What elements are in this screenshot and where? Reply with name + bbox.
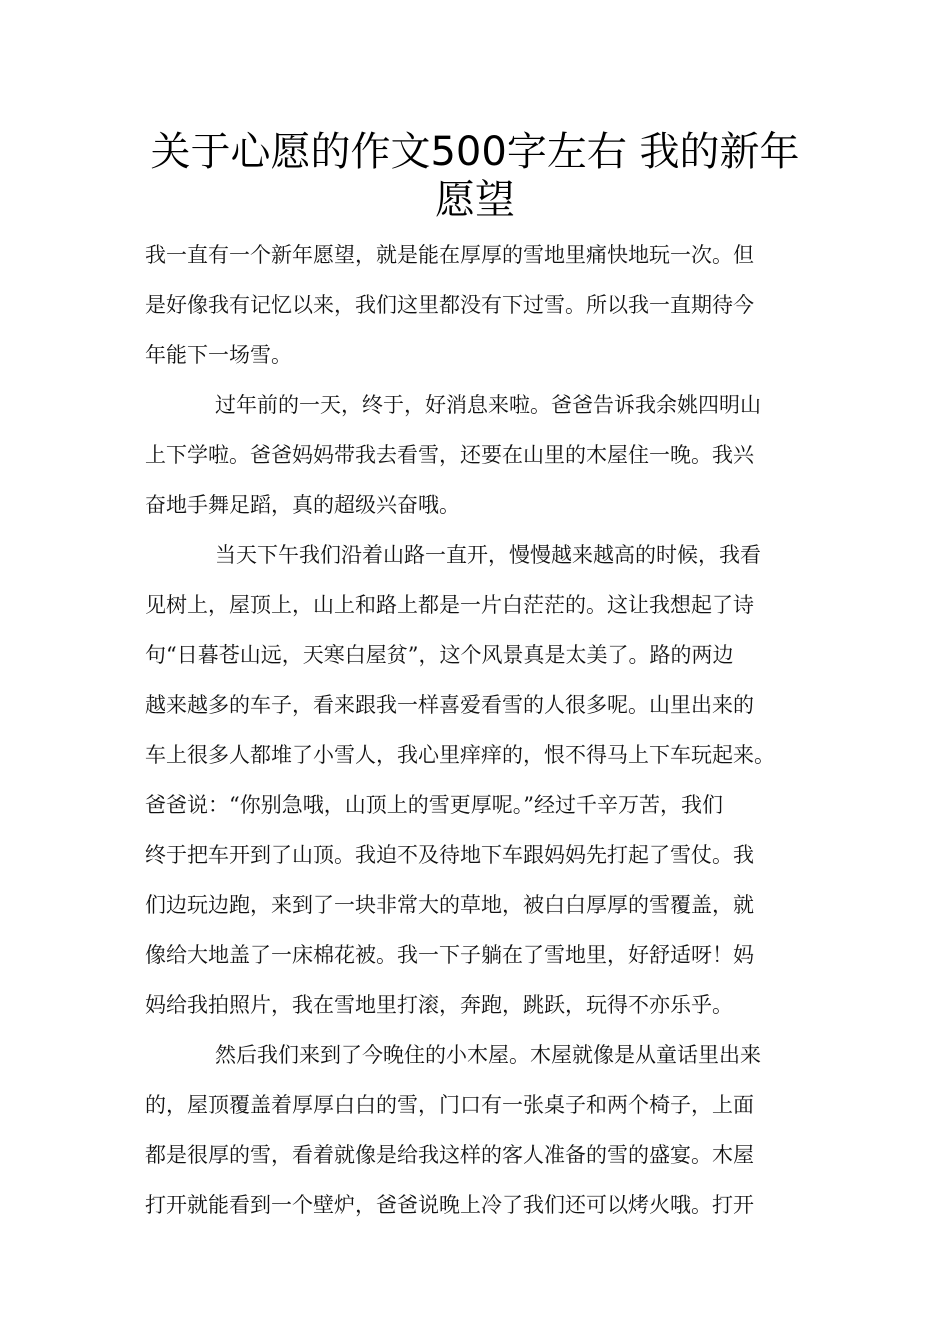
text-line: 句“日暮苍山远，天寒白屋贫”，这个风景真是太美了。路的两边	[145, 643, 734, 667]
text-line: 爸爸说：“你别急哦，山顶上的雪更厚呢。”经过千辛万苦，我们	[145, 793, 723, 817]
text-line: 们边玩边跑，来到了一块非常大的草地，被白白厚厚的雪覆盖，就	[145, 893, 754, 917]
text-line: 妈给我拍照片，我在雪地里打滚，奔跑，跳跃，玩得不亦乐乎。	[145, 993, 733, 1017]
text-line: 过年前的一天，终于，好消息来啦。爸爸告诉我余姚四明山	[215, 393, 761, 417]
text-line: 终于把车开到了山顶。我迫不及待地下车跟妈妈先打起了雪仗。我	[145, 843, 754, 867]
text-line: 打开就能看到一个壁炉，爸爸说晚上冷了我们还可以烤火哦。打开	[145, 1193, 754, 1217]
paragraph	[145, 1030, 810, 1230]
text-line: 车上很多人都堆了小雪人，我心里痒痒的，恨不得马上下车玩起来。	[145, 743, 775, 767]
text-line: 的，屋顶覆盖着厚厚白白的雪，门口有一张桌子和两个椅子，上面	[145, 1093, 754, 1117]
paragraph	[145, 380, 810, 530]
text-line: 奋地手舞足蹈，真的超级兴奋哦。	[145, 493, 460, 517]
text-line: 年能下一场雪。	[145, 343, 292, 367]
article-body	[145, 230, 810, 1230]
text-line: 然后我们来到了今晚住的小木屋。木屋就像是从童话里出来	[215, 1043, 761, 1067]
text-line: 上下学啦。爸爸妈妈带我去看雪，还要在山里的木屋住一晚。我兴	[145, 443, 754, 467]
paragraph	[145, 530, 810, 1030]
page-title	[100, 128, 850, 224]
text-line: 见树上，屋顶上，山上和路上都是一片白茫茫的。这让我想起了诗	[145, 593, 754, 617]
text-line: 当天下午我们沿着山路一直开，慢慢越来越高的时候，我看	[215, 543, 761, 567]
text-line: 都是很厚的雪，看着就像是给我这样的客人准备的雪的盛宴。木屋	[145, 1143, 754, 1167]
title-line: 愿望	[435, 177, 515, 223]
paragraph	[145, 230, 810, 380]
title-line: 关于心愿的作文500字左右 我的新年	[150, 129, 800, 175]
text-line: 越来越多的车子，看来跟我一样喜爱看雪的人很多呢。山里出来的	[145, 693, 754, 717]
text-line: 我一直有一个新年愿望，就是能在厚厚的雪地里痛快地玩一次。但	[145, 243, 754, 267]
text-line: 是好像我有记忆以来，我们这里都没有下过雪。所以我一直期待今	[145, 293, 754, 317]
text-line: 像给大地盖了一床棉花被。我一下子躺在了雪地里，好舒适呀！妈	[145, 943, 754, 967]
